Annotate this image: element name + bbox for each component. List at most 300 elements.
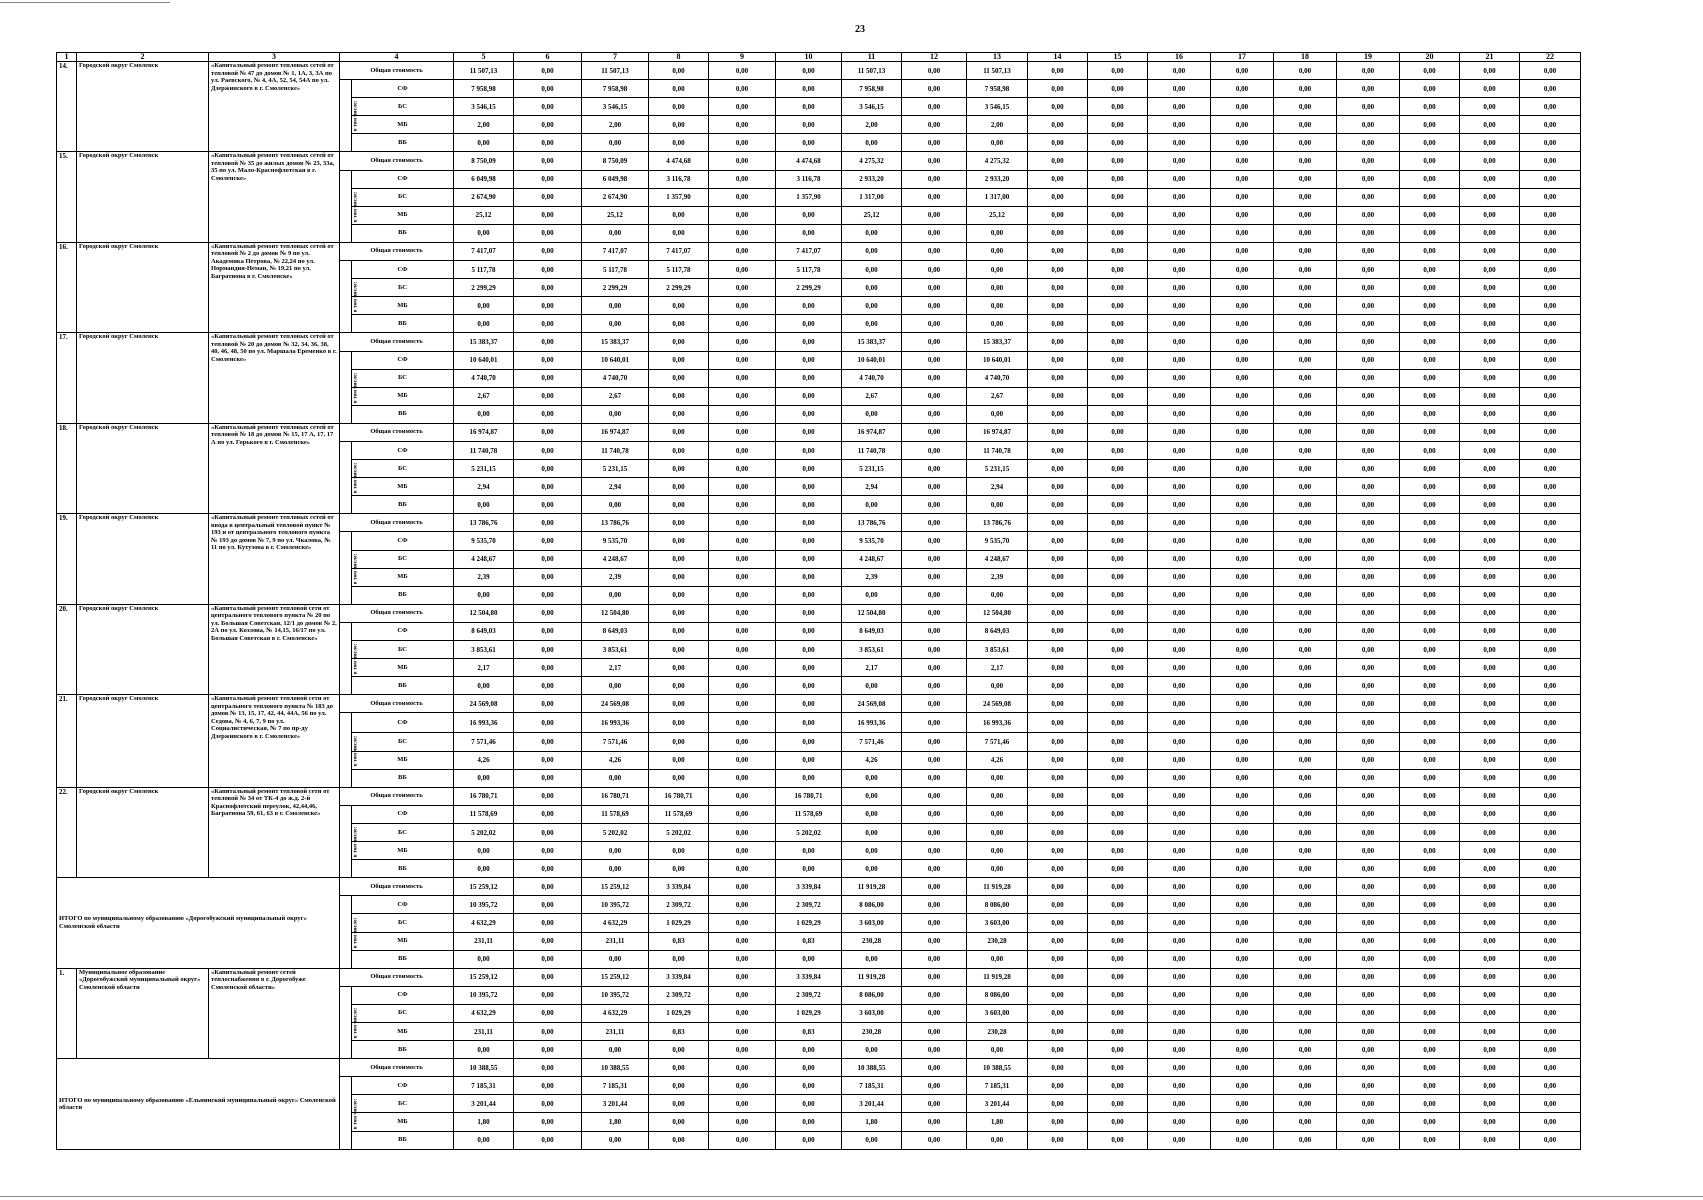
value-cell: 0,00 bbox=[1028, 604, 1088, 622]
value-cell: 0,00 bbox=[842, 242, 902, 260]
value-cell: 0,00 bbox=[1211, 116, 1274, 134]
value-cell: 0,00 bbox=[649, 677, 709, 695]
value-cell: 0,00 bbox=[1211, 914, 1274, 932]
value-cell: 0,00 bbox=[1148, 550, 1211, 568]
value-cell: 0,00 bbox=[1028, 986, 1088, 1004]
value-cell: 0,00 bbox=[1274, 968, 1337, 986]
value-cell: 0,00 bbox=[902, 769, 967, 787]
source-label: ВБ bbox=[352, 405, 454, 423]
value-cell: 0,00 bbox=[514, 677, 582, 695]
value-cell: 0,00 bbox=[902, 896, 967, 914]
total-cost-label: Общая стоимость bbox=[340, 62, 454, 80]
in-that-text: в том числе: bbox=[352, 281, 359, 313]
value-cell: 0,00 bbox=[1520, 170, 1581, 188]
value-cell: 0,00 bbox=[967, 279, 1028, 297]
value-cell: 4 474,68 bbox=[776, 152, 842, 170]
value-cell: 230,28 bbox=[967, 1022, 1028, 1040]
value-cell: 0,00 bbox=[1520, 261, 1581, 279]
value-cell: 0,00 bbox=[1274, 914, 1337, 932]
value-cell: 3 339,84 bbox=[776, 968, 842, 986]
row-number: 22. bbox=[57, 787, 77, 877]
value-cell: 0,00 bbox=[776, 387, 842, 405]
value-cell: 2 309,72 bbox=[776, 986, 842, 1004]
value-cell: 0,00 bbox=[1460, 659, 1520, 677]
municipality: Городской округ Смоленск bbox=[77, 514, 209, 604]
value-cell: 0,00 bbox=[1211, 62, 1274, 80]
value-cell: 11 507,13 bbox=[454, 62, 514, 80]
value-cell: 0,00 bbox=[1460, 622, 1520, 640]
row-number: 16. bbox=[57, 242, 77, 332]
value-cell: 0,00 bbox=[514, 586, 582, 604]
value-cell: 13 786,76 bbox=[582, 514, 649, 532]
value-cell: 0,00 bbox=[709, 932, 776, 950]
value-cell: 0,00 bbox=[1088, 514, 1148, 532]
value-cell: 4 632,29 bbox=[454, 1004, 514, 1022]
total-cost-label: Общая стоимость bbox=[340, 878, 454, 896]
value-cell: 0,00 bbox=[1088, 932, 1148, 950]
value-cell: 0,00 bbox=[1148, 641, 1211, 659]
header-cell: 13 bbox=[967, 53, 1028, 62]
value-cell: 2,00 bbox=[967, 116, 1028, 134]
value-cell: 0,00 bbox=[902, 1095, 967, 1113]
value-cell: 0,00 bbox=[1028, 532, 1088, 550]
value-cell: 16 993,36 bbox=[582, 713, 649, 733]
value-cell: 0,00 bbox=[1088, 896, 1148, 914]
value-cell: 0,00 bbox=[902, 1041, 967, 1059]
value-cell: 4 248,67 bbox=[842, 550, 902, 568]
source-label: МБ bbox=[352, 478, 454, 496]
source-label: ВБ bbox=[352, 860, 454, 878]
value-cell: 0,00 bbox=[1460, 1022, 1520, 1040]
value-cell: 231,11 bbox=[582, 932, 649, 950]
value-cell: 0,00 bbox=[1337, 713, 1400, 733]
value-cell: 0,00 bbox=[1400, 733, 1460, 751]
value-cell: 0,00 bbox=[1274, 751, 1337, 769]
value-cell: 3 116,78 bbox=[649, 170, 709, 188]
value-cell: 0,00 bbox=[967, 405, 1028, 423]
value-cell: 0,00 bbox=[1400, 659, 1460, 677]
value-cell: 0,00 bbox=[454, 134, 514, 152]
value-cell: 0,00 bbox=[709, 787, 776, 805]
table-row bbox=[57, 423, 1581, 441]
value-cell: 1 357,90 bbox=[776, 188, 842, 206]
value-cell: 8 086,00 bbox=[967, 986, 1028, 1004]
value-cell: 0,00 bbox=[776, 568, 842, 586]
value-cell: 0,00 bbox=[776, 1041, 842, 1059]
value-cell: 0,00 bbox=[1400, 677, 1460, 695]
value-cell: 0,00 bbox=[1520, 351, 1581, 369]
value-cell: 0,00 bbox=[1028, 514, 1088, 532]
object-name: «Капитальный ремонт тепловой сети от центрального теплового пункта № 20 по ул. Большая Советская, 12/1 до домов № 2, 2А по ул. Козлова, № 14,15, 16/17 по ул. Большая Советская в г. Смоленске» bbox=[209, 604, 340, 694]
value-cell: 0,00 bbox=[902, 914, 967, 932]
value-cell: 7 185,31 bbox=[454, 1077, 514, 1095]
value-cell: 15 259,12 bbox=[454, 878, 514, 896]
total-cost-label: Общая стоимость bbox=[340, 514, 454, 532]
value-cell: 0,00 bbox=[1400, 568, 1460, 586]
value-cell: 0,00 bbox=[1274, 1059, 1337, 1077]
value-cell: 0,00 bbox=[1028, 496, 1088, 514]
value-cell: 13 786,76 bbox=[967, 514, 1028, 532]
value-cell: 16 993,36 bbox=[454, 713, 514, 733]
source-label: БС bbox=[352, 188, 454, 206]
value-cell: 0,00 bbox=[1520, 387, 1581, 405]
value-cell: 0,00 bbox=[514, 641, 582, 659]
total-label: ИТОГО по муниципальному образованию «Дорогобужский муниципальный округ» Смоленской области bbox=[57, 878, 340, 968]
value-cell: 0,00 bbox=[1028, 152, 1088, 170]
row-number: 17. bbox=[57, 333, 77, 423]
value-cell: 0,00 bbox=[1337, 604, 1400, 622]
municipality: Городской округ Смоленск bbox=[77, 242, 209, 332]
value-cell: 0,00 bbox=[1460, 206, 1520, 224]
value-cell: 1,80 bbox=[454, 1113, 514, 1131]
value-cell: 0,00 bbox=[967, 842, 1028, 860]
value-cell: 0,00 bbox=[1520, 896, 1581, 914]
value-cell: 4 740,70 bbox=[582, 369, 649, 387]
in-that-label bbox=[340, 80, 359, 152]
value-cell: 0,00 bbox=[1337, 677, 1400, 695]
value-cell: 0,00 bbox=[1148, 116, 1211, 134]
value-cell: 0,00 bbox=[1400, 1095, 1460, 1113]
value-cell: 0,00 bbox=[776, 1059, 842, 1077]
value-cell: 0,00 bbox=[1274, 261, 1337, 279]
value-cell: 0,00 bbox=[842, 224, 902, 242]
source-label: СФ bbox=[352, 986, 454, 1004]
value-cell: 0,00 bbox=[902, 1131, 967, 1149]
value-cell: 0,00 bbox=[1211, 550, 1274, 568]
value-cell: 0,00 bbox=[1088, 769, 1148, 787]
value-cell: 0,00 bbox=[1211, 733, 1274, 751]
value-cell: 0,00 bbox=[1211, 1077, 1274, 1095]
value-cell: 0,00 bbox=[709, 134, 776, 152]
value-cell: 0,00 bbox=[1337, 1059, 1400, 1077]
value-cell: 2,94 bbox=[454, 478, 514, 496]
value-cell: 0,00 bbox=[1148, 677, 1211, 695]
value-cell: 0,00 bbox=[1520, 1059, 1581, 1077]
value-cell: 0,00 bbox=[1028, 1004, 1088, 1022]
value-cell: 0,00 bbox=[1211, 641, 1274, 659]
value-cell: 3 546,15 bbox=[967, 98, 1028, 116]
value-cell: 0,00 bbox=[902, 478, 967, 496]
in-that-text: в том числе: bbox=[352, 735, 359, 766]
value-cell: 0,00 bbox=[902, 641, 967, 659]
value-cell: 0,00 bbox=[1400, 297, 1460, 315]
value-cell: 0,00 bbox=[709, 550, 776, 568]
value-cell: 0,00 bbox=[1088, 878, 1148, 896]
value-cell: 0,00 bbox=[1028, 1059, 1088, 1077]
value-cell: 0,00 bbox=[1337, 441, 1400, 459]
value-cell: 0,00 bbox=[1337, 878, 1400, 896]
value-cell: 0,00 bbox=[1520, 496, 1581, 514]
value-cell: 10 640,01 bbox=[582, 351, 649, 369]
value-cell: 0,00 bbox=[1460, 823, 1520, 841]
value-cell: 0,00 bbox=[1337, 896, 1400, 914]
value-cell: 0,00 bbox=[1148, 206, 1211, 224]
value-cell: 0,00 bbox=[1337, 695, 1400, 713]
value-cell: 0,00 bbox=[709, 968, 776, 986]
value-cell: 0,00 bbox=[1400, 387, 1460, 405]
value-cell: 0,00 bbox=[649, 441, 709, 459]
value-cell: 0,00 bbox=[842, 1041, 902, 1059]
value-cell: 0,00 bbox=[1088, 333, 1148, 351]
value-cell: 0,00 bbox=[709, 315, 776, 333]
value-cell: 0,00 bbox=[709, 80, 776, 98]
value-cell: 0,00 bbox=[902, 170, 967, 188]
value-cell: 0,00 bbox=[1088, 532, 1148, 550]
value-cell: 2,39 bbox=[967, 568, 1028, 586]
value-cell: 0,00 bbox=[649, 1095, 709, 1113]
value-cell: 2 674,90 bbox=[582, 188, 649, 206]
value-cell: 10 388,55 bbox=[454, 1059, 514, 1077]
value-cell: 0,00 bbox=[1211, 242, 1274, 260]
value-cell: 0,00 bbox=[1337, 134, 1400, 152]
value-cell: 0,00 bbox=[1460, 733, 1520, 751]
value-cell: 15 383,37 bbox=[454, 333, 514, 351]
value-cell: 0,00 bbox=[1211, 1095, 1274, 1113]
value-cell: 0,00 bbox=[649, 297, 709, 315]
value-cell: 0,00 bbox=[709, 622, 776, 640]
value-cell: 0,00 bbox=[1088, 116, 1148, 134]
value-cell: 0,00 bbox=[967, 677, 1028, 695]
value-cell: 0,00 bbox=[1274, 1077, 1337, 1095]
value-cell: 0,00 bbox=[514, 622, 582, 640]
value-cell: 0,00 bbox=[1274, 170, 1337, 188]
value-cell: 16 974,87 bbox=[842, 423, 902, 441]
value-cell: 0,00 bbox=[1337, 279, 1400, 297]
financing-table bbox=[56, 52, 1581, 1150]
value-cell: 0,00 bbox=[1148, 878, 1211, 896]
value-cell: 0,00 bbox=[1148, 860, 1211, 878]
value-cell: 0,00 bbox=[1211, 659, 1274, 677]
header-cell: 6 bbox=[514, 53, 582, 62]
value-cell: 0,00 bbox=[709, 152, 776, 170]
value-cell: 0,00 bbox=[514, 333, 582, 351]
value-cell: 0,00 bbox=[514, 787, 582, 805]
value-cell: 0,00 bbox=[649, 514, 709, 532]
value-cell: 230,28 bbox=[842, 1022, 902, 1040]
value-cell: 0,00 bbox=[1028, 351, 1088, 369]
value-cell: 0,00 bbox=[842, 279, 902, 297]
value-cell: 0,00 bbox=[1337, 550, 1400, 568]
value-cell: 0,00 bbox=[1400, 842, 1460, 860]
value-cell: 0,00 bbox=[1520, 1095, 1581, 1113]
value-cell: 0,00 bbox=[1088, 1022, 1148, 1040]
value-cell: 0,00 bbox=[1148, 1077, 1211, 1095]
value-cell: 0,00 bbox=[902, 261, 967, 279]
value-cell: 0,00 bbox=[1520, 423, 1581, 441]
value-cell: 0,00 bbox=[1028, 787, 1088, 805]
value-cell: 0,00 bbox=[1088, 968, 1148, 986]
value-cell: 0,00 bbox=[649, 842, 709, 860]
value-cell: 0,00 bbox=[1148, 460, 1211, 478]
value-cell: 0,00 bbox=[1460, 1077, 1520, 1095]
value-cell: 0,00 bbox=[1211, 279, 1274, 297]
value-cell: 0,00 bbox=[902, 532, 967, 550]
value-cell: 0,00 bbox=[1460, 586, 1520, 604]
value-cell: 0,00 bbox=[1211, 751, 1274, 769]
value-cell: 0,00 bbox=[902, 188, 967, 206]
value-cell: 0,00 bbox=[1460, 441, 1520, 459]
value-cell: 8 086,00 bbox=[842, 986, 902, 1004]
value-cell: 0,00 bbox=[582, 1041, 649, 1059]
value-cell: 0,00 bbox=[1460, 98, 1520, 116]
value-cell: 0,00 bbox=[1088, 279, 1148, 297]
value-cell: 0,00 bbox=[902, 514, 967, 532]
value-cell: 0,00 bbox=[902, 695, 967, 713]
value-cell: 0,00 bbox=[1520, 369, 1581, 387]
value-cell: 0,00 bbox=[1148, 896, 1211, 914]
header-cell: 12 bbox=[902, 53, 967, 62]
value-cell: 0,00 bbox=[1400, 514, 1460, 532]
value-cell: 0,00 bbox=[967, 787, 1028, 805]
value-cell: 0,00 bbox=[1460, 261, 1520, 279]
value-cell: 0,00 bbox=[902, 659, 967, 677]
value-cell: 0,00 bbox=[1337, 842, 1400, 860]
value-cell: 0,00 bbox=[1148, 1113, 1211, 1131]
value-cell: 2 299,29 bbox=[649, 279, 709, 297]
value-cell: 25,12 bbox=[842, 206, 902, 224]
value-cell: 231,11 bbox=[582, 1022, 649, 1040]
value-cell: 0,00 bbox=[1211, 769, 1274, 787]
value-cell: 16 780,71 bbox=[582, 787, 649, 805]
value-cell: 0,00 bbox=[1460, 1059, 1520, 1077]
value-cell: 0,00 bbox=[1520, 1041, 1581, 1059]
value-cell: 0,00 bbox=[1400, 950, 1460, 968]
value-cell: 0,00 bbox=[1520, 950, 1581, 968]
value-cell: 0,00 bbox=[1148, 823, 1211, 841]
value-cell: 0,00 bbox=[649, 641, 709, 659]
value-cell: 0,00 bbox=[1400, 1004, 1460, 1022]
source-label: МБ bbox=[352, 659, 454, 677]
value-cell: 0,00 bbox=[1337, 641, 1400, 659]
source-label: СФ bbox=[352, 441, 454, 459]
value-cell: 0,00 bbox=[1460, 170, 1520, 188]
value-cell: 0,00 bbox=[514, 460, 582, 478]
value-cell: 0,00 bbox=[1400, 279, 1460, 297]
value-cell: 0,00 bbox=[967, 1041, 1028, 1059]
value-cell: 0,00 bbox=[776, 586, 842, 604]
value-cell: 0,00 bbox=[1088, 1113, 1148, 1131]
value-cell: 5 202,02 bbox=[582, 823, 649, 841]
value-cell: 0,00 bbox=[649, 622, 709, 640]
value-cell: 0,00 bbox=[1460, 641, 1520, 659]
value-cell: 0,00 bbox=[1520, 641, 1581, 659]
value-cell: 0,00 bbox=[1520, 622, 1581, 640]
value-cell: 0,00 bbox=[709, 914, 776, 932]
value-cell: 0,00 bbox=[1274, 333, 1337, 351]
value-cell: 0,00 bbox=[1088, 823, 1148, 841]
value-cell: 2,67 bbox=[842, 387, 902, 405]
value-cell: 0,00 bbox=[776, 1131, 842, 1149]
value-cell: 0,00 bbox=[1460, 950, 1520, 968]
source-label: МБ bbox=[352, 751, 454, 769]
source-label: ВБ bbox=[352, 134, 454, 152]
value-cell: 0,00 bbox=[649, 950, 709, 968]
value-cell: 1 029,29 bbox=[649, 1004, 709, 1022]
header-cell: 17 bbox=[1211, 53, 1274, 62]
value-cell: 0,00 bbox=[1148, 713, 1211, 733]
value-cell: 15 383,37 bbox=[967, 333, 1028, 351]
in-that-label bbox=[340, 986, 359, 1058]
value-cell: 0,00 bbox=[1211, 932, 1274, 950]
value-cell: 0,00 bbox=[709, 586, 776, 604]
value-cell: 0,00 bbox=[454, 677, 514, 695]
value-cell: 24 569,08 bbox=[842, 695, 902, 713]
in-that-label bbox=[340, 441, 359, 513]
value-cell: 0,00 bbox=[1148, 62, 1211, 80]
value-cell: 12 504,80 bbox=[454, 604, 514, 622]
value-cell: 0,00 bbox=[1520, 134, 1581, 152]
value-cell: 0,00 bbox=[1400, 532, 1460, 550]
value-cell: 0,00 bbox=[1088, 460, 1148, 478]
value-cell: 0,00 bbox=[454, 224, 514, 242]
value-cell: 5 231,15 bbox=[454, 460, 514, 478]
value-cell: 0,00 bbox=[1460, 532, 1520, 550]
value-cell: 0,00 bbox=[1028, 116, 1088, 134]
value-cell: 0,00 bbox=[1337, 478, 1400, 496]
value-cell: 0,00 bbox=[1337, 460, 1400, 478]
value-cell: 4 632,29 bbox=[582, 1004, 649, 1022]
value-cell: 0,00 bbox=[514, 1077, 582, 1095]
value-cell: 0,00 bbox=[1400, 188, 1460, 206]
value-cell: 0,00 bbox=[842, 950, 902, 968]
value-cell: 0,00 bbox=[776, 62, 842, 80]
value-cell: 16 780,71 bbox=[776, 787, 842, 805]
value-cell: 2,67 bbox=[454, 387, 514, 405]
value-cell: 0,00 bbox=[1520, 986, 1581, 1004]
value-cell: 0,00 bbox=[902, 423, 967, 441]
value-cell: 0,00 bbox=[1211, 423, 1274, 441]
header-cell: 8 bbox=[649, 53, 709, 62]
value-cell: 0,00 bbox=[1088, 188, 1148, 206]
source-label: БС bbox=[352, 641, 454, 659]
value-cell: 0,00 bbox=[1088, 550, 1148, 568]
value-cell: 0,00 bbox=[1148, 568, 1211, 586]
value-cell: 0,00 bbox=[1088, 1095, 1148, 1113]
value-cell: 0,00 bbox=[1520, 878, 1581, 896]
header-cell: 21 bbox=[1460, 53, 1520, 62]
value-cell: 0,00 bbox=[1088, 387, 1148, 405]
value-cell: 0,00 bbox=[1028, 224, 1088, 242]
source-label: БС bbox=[352, 823, 454, 841]
value-cell: 0,00 bbox=[1211, 842, 1274, 860]
value-cell: 0,00 bbox=[1148, 805, 1211, 823]
value-cell: 11 919,28 bbox=[967, 878, 1028, 896]
value-cell: 0,00 bbox=[776, 842, 842, 860]
value-cell: 1 317,00 bbox=[967, 188, 1028, 206]
value-cell: 0,00 bbox=[1028, 80, 1088, 98]
value-cell: 0,00 bbox=[1400, 369, 1460, 387]
value-cell: 0,00 bbox=[1337, 116, 1400, 134]
value-cell: 10 395,72 bbox=[582, 896, 649, 914]
value-cell: 0,00 bbox=[1400, 932, 1460, 950]
value-cell: 0,00 bbox=[1088, 659, 1148, 677]
value-cell: 2 933,20 bbox=[842, 170, 902, 188]
table-row bbox=[57, 152, 1581, 170]
value-cell: 0,00 bbox=[514, 896, 582, 914]
value-cell: 0,00 bbox=[649, 80, 709, 98]
value-cell: 0,00 bbox=[709, 514, 776, 532]
value-cell: 0,00 bbox=[1148, 405, 1211, 423]
value-cell: 0,00 bbox=[1337, 62, 1400, 80]
value-cell: 0,00 bbox=[1088, 405, 1148, 423]
value-cell: 0,00 bbox=[1088, 860, 1148, 878]
value-cell: 0,00 bbox=[1274, 1004, 1337, 1022]
value-cell: 15 259,12 bbox=[582, 968, 649, 986]
value-cell: 16 993,36 bbox=[967, 713, 1028, 733]
value-cell: 0,00 bbox=[1088, 950, 1148, 968]
value-cell: 0,00 bbox=[967, 823, 1028, 841]
value-cell: 0,00 bbox=[1337, 622, 1400, 640]
